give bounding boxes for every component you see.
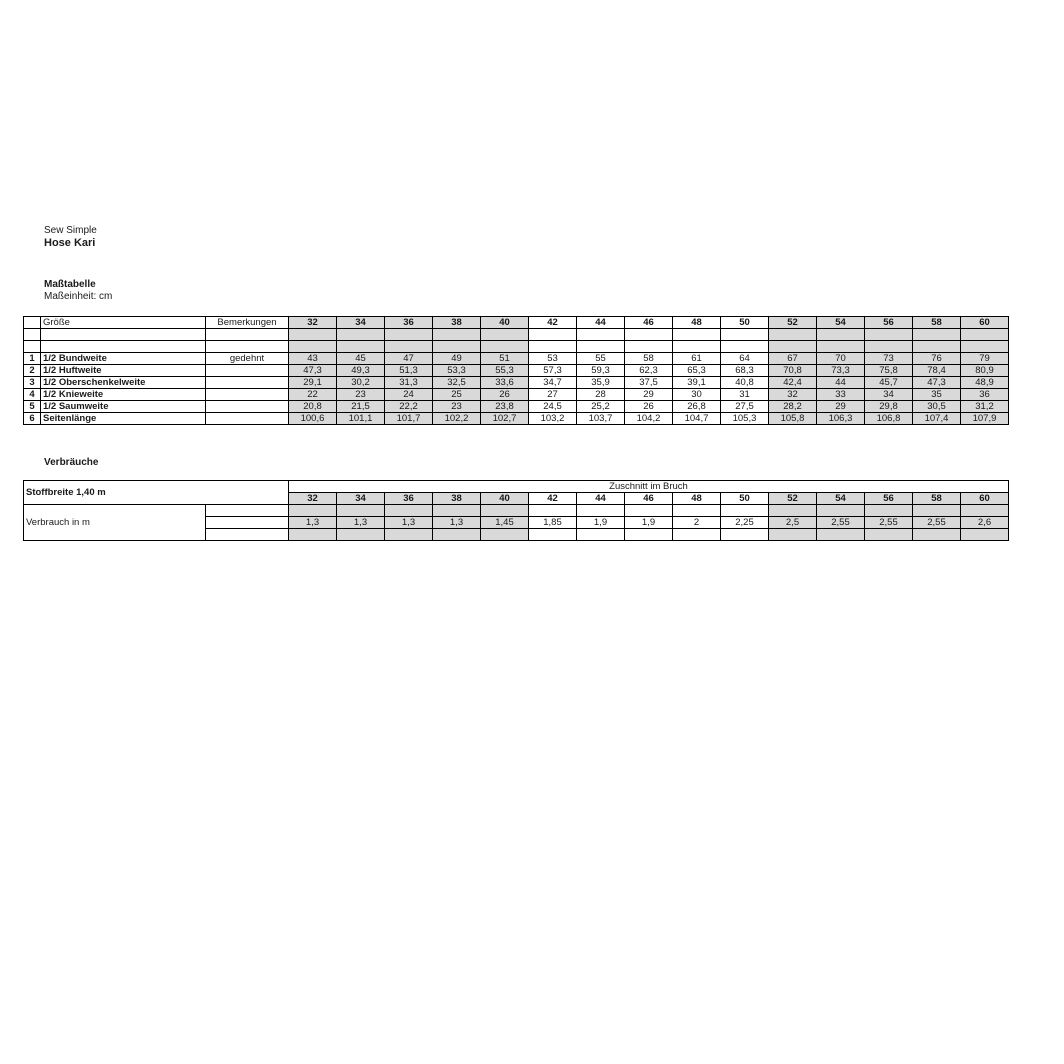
measure-value: 25,2 <box>577 401 625 413</box>
spacer-row <box>24 505 1009 517</box>
measure-value: 23 <box>433 401 481 413</box>
empty-cell <box>721 529 769 541</box>
empty-cell <box>385 341 433 353</box>
measure-value: 35,9 <box>577 377 625 389</box>
empty-cell <box>433 341 481 353</box>
empty-cell <box>41 341 206 353</box>
measure-value: 25 <box>433 389 481 401</box>
measure-value: 76 <box>913 353 961 365</box>
empty-cell <box>24 341 41 353</box>
usage-value: 1,45 <box>481 517 529 529</box>
size-header: 58 <box>913 317 961 329</box>
size-header: 32 <box>289 493 337 505</box>
usage-value: 1,3 <box>433 517 481 529</box>
row-index: 4 <box>24 389 41 401</box>
empty-cell <box>769 505 817 517</box>
measure-value: 44 <box>817 377 865 389</box>
row-index: 6 <box>24 413 41 425</box>
measure-value: 61 <box>673 353 721 365</box>
measure-value: 28,2 <box>769 401 817 413</box>
empty-cell <box>673 529 721 541</box>
measure-remark <box>206 413 289 425</box>
measure-value: 21,5 <box>337 401 385 413</box>
measure-value: 31,2 <box>961 401 1009 413</box>
measure-value: 43 <box>289 353 337 365</box>
empty-cell <box>769 329 817 341</box>
measure-value: 27 <box>529 389 577 401</box>
empty-cell <box>337 505 385 517</box>
empty-cell <box>817 505 865 517</box>
empty-cell <box>481 529 529 541</box>
empty-cell <box>206 341 289 353</box>
size-header: 54 <box>817 317 865 329</box>
empty-cell <box>817 529 865 541</box>
measure-value: 105,3 <box>721 413 769 425</box>
measure-value: 30,5 <box>913 401 961 413</box>
spacer-row <box>24 341 1009 353</box>
size-header: 56 <box>865 493 913 505</box>
measure-value: 33 <box>817 389 865 401</box>
measure-remark <box>206 389 289 401</box>
empty-cell <box>865 529 913 541</box>
measure-value: 100,6 <box>289 413 337 425</box>
measure-value: 29 <box>817 401 865 413</box>
product-title: Hose Kari <box>44 237 96 249</box>
empty-cell <box>206 505 289 517</box>
empty-cell <box>529 529 577 541</box>
empty-cell <box>913 329 961 341</box>
empty-cell <box>961 341 1009 353</box>
usage-table <box>23 480 1009 541</box>
usage-value: 2,55 <box>913 517 961 529</box>
usage-section-title: Verbräuche <box>44 457 99 468</box>
size-header: 48 <box>673 317 721 329</box>
row-index: 3 <box>24 377 41 389</box>
usage-value: 1,85 <box>529 517 577 529</box>
measure-section-title: Maßtabelle <box>44 279 96 290</box>
cut-note-cell: Zuschnitt im Bruch <box>289 481 1009 493</box>
size-header: 32 <box>289 317 337 329</box>
measure-value: 70 <box>817 353 865 365</box>
empty-cell <box>865 329 913 341</box>
measure-value: 51,3 <box>385 365 433 377</box>
measure-value: 65,3 <box>673 365 721 377</box>
table-row <box>24 365 1009 377</box>
empty-cell <box>481 505 529 517</box>
empty-cell <box>961 329 1009 341</box>
measure-value: 55 <box>577 353 625 365</box>
size-header: 54 <box>817 493 865 505</box>
measure-value: 68,3 <box>721 365 769 377</box>
size-header: 52 <box>769 493 817 505</box>
empty-cell <box>865 341 913 353</box>
size-header: 56 <box>865 317 913 329</box>
empty-cell <box>673 329 721 341</box>
measure-value: 49 <box>433 353 481 365</box>
size-header: 46 <box>625 317 673 329</box>
size-header: 48 <box>673 493 721 505</box>
usage-value: 1,9 <box>577 517 625 529</box>
spacer-row <box>24 329 1009 341</box>
measure-name: 1/2 Huftweite <box>41 365 206 377</box>
measure-remark <box>206 365 289 377</box>
measure-value: 57,3 <box>529 365 577 377</box>
empty-cell <box>625 329 673 341</box>
empty-cell <box>721 329 769 341</box>
size-header: 40 <box>481 317 529 329</box>
measure-value: 34,7 <box>529 377 577 389</box>
measure-value: 55,3 <box>481 365 529 377</box>
measure-value: 58 <box>625 353 673 365</box>
empty-cell <box>24 329 41 341</box>
usage-value: 1,3 <box>337 517 385 529</box>
measure-value: 48,9 <box>961 377 1009 389</box>
measure-value: 107,9 <box>961 413 1009 425</box>
measure-value: 32 <box>769 389 817 401</box>
measure-value: 101,7 <box>385 413 433 425</box>
measure-value: 53,3 <box>433 365 481 377</box>
size-header: 46 <box>625 493 673 505</box>
usage-value: 2,55 <box>865 517 913 529</box>
table-row <box>24 353 1009 365</box>
size-header: 52 <box>769 317 817 329</box>
empty-cell <box>673 341 721 353</box>
measure-value: 33,6 <box>481 377 529 389</box>
usage-value: 2,5 <box>769 517 817 529</box>
measure-value: 26 <box>481 389 529 401</box>
table-row <box>24 401 1009 413</box>
brand-name: Sew Simple <box>44 225 97 236</box>
size-header-cell: Größe <box>41 317 206 329</box>
measure-value: 106,3 <box>817 413 865 425</box>
empty-cell <box>913 341 961 353</box>
empty-cell <box>865 505 913 517</box>
remarks-header-cell: Bemerkungen <box>206 317 289 329</box>
measure-name: 1/2 Saumweite <box>41 401 206 413</box>
empty-cell <box>481 329 529 341</box>
empty-cell <box>673 505 721 517</box>
measure-value: 64 <box>721 353 769 365</box>
usage-header-row <box>24 481 1009 493</box>
size-header: 34 <box>337 493 385 505</box>
empty-cell <box>769 529 817 541</box>
measure-value: 80,9 <box>961 365 1009 377</box>
empty-cell <box>577 329 625 341</box>
measure-value: 105,8 <box>769 413 817 425</box>
table-header-row <box>24 317 1009 329</box>
empty-cell <box>625 529 673 541</box>
empty-cell <box>529 329 577 341</box>
measure-value: 73 <box>865 353 913 365</box>
size-header: 38 <box>433 317 481 329</box>
table-row <box>24 377 1009 389</box>
measure-value: 70,8 <box>769 365 817 377</box>
usage-value: 1,3 <box>385 517 433 529</box>
empty-cell <box>289 505 337 517</box>
empty-cell <box>433 505 481 517</box>
measure-value: 59,3 <box>577 365 625 377</box>
measure-remark <box>206 401 289 413</box>
measure-value: 40,8 <box>721 377 769 389</box>
measure-value: 45 <box>337 353 385 365</box>
usage-value: 2 <box>673 517 721 529</box>
empty-cell <box>481 341 529 353</box>
usage-value: 1,9 <box>625 517 673 529</box>
size-header: 36 <box>385 493 433 505</box>
measure-value: 42,4 <box>769 377 817 389</box>
measure-value: 103,2 <box>529 413 577 425</box>
usage-value: 2,6 <box>961 517 1009 529</box>
empty-cell <box>206 529 289 541</box>
measure-value: 62,3 <box>625 365 673 377</box>
measure-value: 53 <box>529 353 577 365</box>
measure-value: 67 <box>769 353 817 365</box>
measure-value: 73,3 <box>817 365 865 377</box>
measure-value: 30,2 <box>337 377 385 389</box>
measure-value: 103,7 <box>577 413 625 425</box>
empty-cell <box>625 341 673 353</box>
empty-cell <box>385 505 433 517</box>
measure-value: 39,1 <box>673 377 721 389</box>
measure-value: 26 <box>625 401 673 413</box>
row-index: 5 <box>24 401 41 413</box>
size-header: 50 <box>721 493 769 505</box>
size-header: 38 <box>433 493 481 505</box>
size-header: 60 <box>961 493 1009 505</box>
size-header: 44 <box>577 317 625 329</box>
measure-value: 24,5 <box>529 401 577 413</box>
empty-cell <box>721 341 769 353</box>
measure-value: 22,2 <box>385 401 433 413</box>
measure-name: 1/2 Bundweite <box>41 353 206 365</box>
measure-value: 49,3 <box>337 365 385 377</box>
usage-value: 1,3 <box>289 517 337 529</box>
measure-value: 26,8 <box>673 401 721 413</box>
measure-value: 34 <box>865 389 913 401</box>
measure-value: 104,7 <box>673 413 721 425</box>
empty-cell <box>961 505 1009 517</box>
empty-cell <box>913 529 961 541</box>
measure-value: 102,2 <box>433 413 481 425</box>
size-header: 40 <box>481 493 529 505</box>
row-index: 2 <box>24 365 41 377</box>
size-header: 50 <box>721 317 769 329</box>
empty-cell <box>337 341 385 353</box>
measure-value: 78,4 <box>913 365 961 377</box>
empty-cell <box>41 329 206 341</box>
empty-cell <box>817 341 865 353</box>
measure-value: 47,3 <box>289 365 337 377</box>
measure-value: 31 <box>721 389 769 401</box>
measure-value: 79 <box>961 353 1009 365</box>
measure-value: 104,2 <box>625 413 673 425</box>
size-header: 34 <box>337 317 385 329</box>
empty-cell <box>769 341 817 353</box>
measure-value: 51 <box>481 353 529 365</box>
measure-value: 23 <box>337 389 385 401</box>
measure-value: 23,8 <box>481 401 529 413</box>
table-row <box>24 389 1009 401</box>
empty-cell <box>385 529 433 541</box>
measure-value: 107,4 <box>913 413 961 425</box>
measure-value: 20,8 <box>289 401 337 413</box>
empty-cell <box>385 329 433 341</box>
empty-cell <box>577 529 625 541</box>
empty-cell <box>289 329 337 341</box>
usage-label-cell: Verbrauch in m <box>24 505 206 541</box>
fabric-width-cell: Stoffbreite 1,40 m <box>24 481 289 505</box>
measure-value: 29 <box>625 389 673 401</box>
measure-name: Seitenlänge <box>41 413 206 425</box>
measure-value: 31,3 <box>385 377 433 389</box>
measure-value: 32,5 <box>433 377 481 389</box>
measure-value: 24 <box>385 389 433 401</box>
measure-value: 47,3 <box>913 377 961 389</box>
size-header: 60 <box>961 317 1009 329</box>
size-header: 42 <box>529 493 577 505</box>
measure-value: 29,8 <box>865 401 913 413</box>
empty-cell <box>289 529 337 541</box>
measure-name: 1/2 Knieweite <box>41 389 206 401</box>
measure-value: 29,1 <box>289 377 337 389</box>
usage-value: 2,55 <box>817 517 865 529</box>
empty-cell <box>337 529 385 541</box>
measure-value: 106,8 <box>865 413 913 425</box>
measure-name: 1/2 Oberschenkelweite <box>41 377 206 389</box>
measure-value: 45,7 <box>865 377 913 389</box>
empty-cell <box>913 505 961 517</box>
usage-value: 2,25 <box>721 517 769 529</box>
measure-value: 22 <box>289 389 337 401</box>
measure-value: 101,1 <box>337 413 385 425</box>
table-row <box>24 413 1009 425</box>
size-header: 58 <box>913 493 961 505</box>
empty-cell <box>337 329 385 341</box>
empty-cell <box>433 329 481 341</box>
empty-cell <box>206 329 289 341</box>
empty-cell <box>625 505 673 517</box>
measure-value: 35 <box>913 389 961 401</box>
empty-cell <box>817 329 865 341</box>
measure-remark: gedehnt <box>206 353 289 365</box>
measure-value: 27,5 <box>721 401 769 413</box>
empty-cell <box>577 341 625 353</box>
measure-value: 47 <box>385 353 433 365</box>
row-index: 1 <box>24 353 41 365</box>
measure-remark <box>206 377 289 389</box>
empty-cell <box>529 505 577 517</box>
empty-cell <box>721 505 769 517</box>
measure-table <box>23 316 1009 425</box>
measure-unit-label: Maßeinheit: cm <box>44 291 113 302</box>
index-header-cell <box>24 317 41 329</box>
size-header: 42 <box>529 317 577 329</box>
empty-cell <box>529 341 577 353</box>
empty-cell <box>206 517 289 529</box>
empty-cell <box>577 505 625 517</box>
size-header: 44 <box>577 493 625 505</box>
measure-value: 28 <box>577 389 625 401</box>
measure-value: 30 <box>673 389 721 401</box>
measure-value: 36 <box>961 389 1009 401</box>
empty-cell <box>289 341 337 353</box>
empty-cell <box>433 529 481 541</box>
empty-cell <box>961 529 1009 541</box>
size-header: 36 <box>385 317 433 329</box>
measure-value: 102,7 <box>481 413 529 425</box>
measure-value: 37,5 <box>625 377 673 389</box>
measure-value: 75,8 <box>865 365 913 377</box>
